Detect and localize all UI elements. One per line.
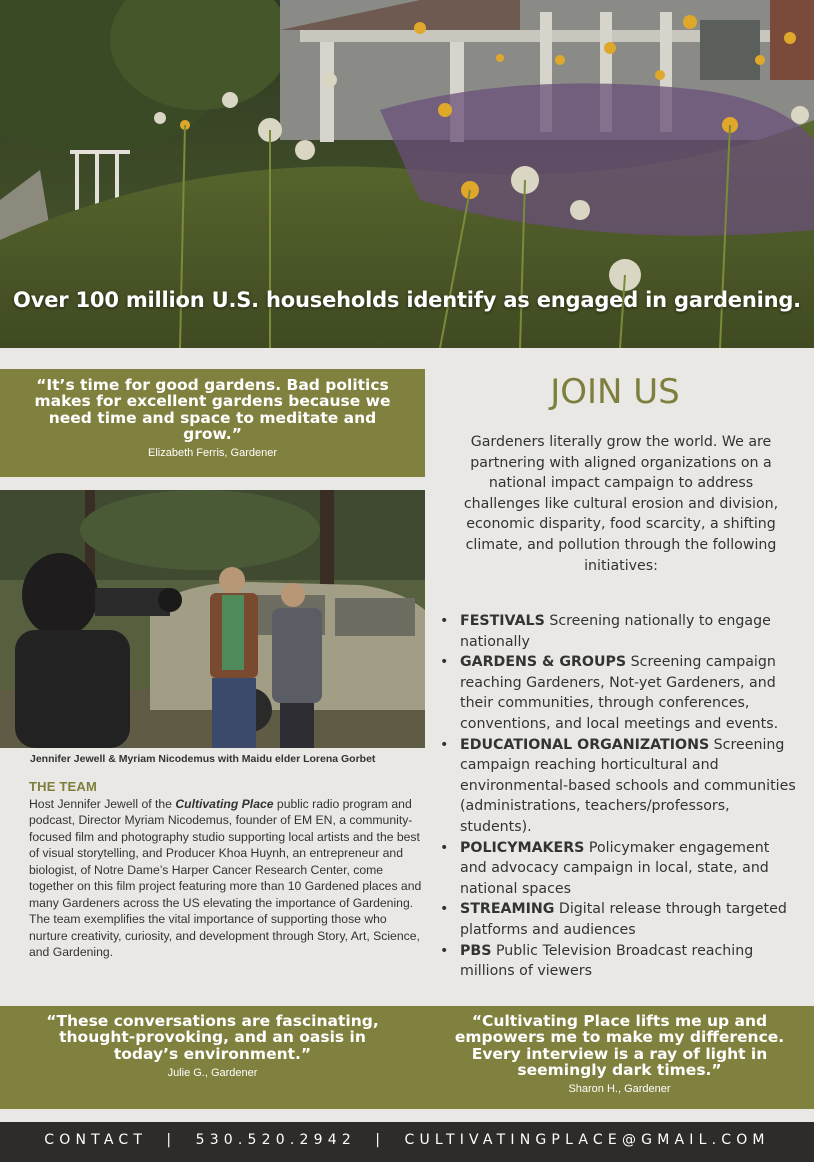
team-photo-illustration — [0, 490, 425, 748]
initiatives-list — [440, 611, 800, 982]
hero-caption: Over 100 million U.S. households identify as engaged in gardening. — [13, 288, 801, 312]
hero-garden-photo — [0, 0, 814, 348]
bullet-icon: • — [440, 942, 449, 959]
initiative-item — [440, 899, 800, 940]
bullet-icon: • — [440, 901, 449, 918]
team-body-text: public radio program and podcast, Director Myriam Nicodemus, founder of EM EN, a community-focused film and photography studio supporting local artists and the best of visual storytelling, and Producer Khoa Huynh, an entrepreneur and biologist, of Notre Dame’s Harper Cancer Research Center, come together on this film project featuring more than 10 Gardened places and many Gardeners across the US elevating the importance of Gardening. The team exemplifies the vital importance of supporting those who nurture creativity, curiosity, and development through Story, Art, Science, and Gardening. — [29, 797, 422, 960]
bullet-icon: • — [440, 654, 449, 671]
bullet-icon: • — [440, 736, 449, 753]
podcast-name: Cultivating Place — [175, 797, 274, 811]
initiative-name: POLICYMAKERS — [460, 839, 585, 856]
initiative-item — [440, 652, 800, 734]
team-body — [29, 796, 424, 961]
team-photo — [0, 490, 425, 748]
initiative-text: Screening campaign reaching Gardeners, Not-yet Gardeners, and their communities, through conferences, conventions, and local meetings and events. — [460, 654, 779, 732]
initiative-name: FESTIVALS — [460, 613, 545, 629]
initiative-text: Public Television Broadcast reaching millions of viewers — [460, 942, 754, 980]
quote-author: Julie G., Gardener — [167, 1066, 258, 1079]
contact-bar — [0, 1122, 814, 1162]
initiative-name: EDUCATIONAL ORGANIZATIONS — [460, 736, 710, 753]
initiative-text: Policymaker engagement and advocacy campaign in local, state, and national spaces — [460, 839, 770, 897]
quote-text: “Cultivating Place lifts me up and empowers me to make my difference. Every interview is a ray of light in seemingly dark times.” — [454, 1012, 785, 1079]
join-us-intro: Gardeners literally grow the world. We are partnering with aligned organizations on a national impact campaign to address challenges like cultural erosion and division, economic disparity, food scarcity, a shifting climate, and pollution through the following initiatives: — [463, 434, 779, 574]
quote-author: Sharon H., Gardener — [568, 1083, 671, 1096]
initiative-item — [440, 735, 800, 838]
initiative-text: Digital release through targeted platforms and audiences — [460, 901, 787, 938]
photo-caption: Jennifer Jewell & Myriam Nicodemus with Maidu elder Lorena Gorbet — [30, 753, 376, 765]
quote-box-top — [0, 369, 425, 477]
initiative-name: GARDENS & GROUPS — [460, 654, 627, 671]
team-body-text: Host Jennifer Jewell of the — [29, 797, 176, 811]
initiative-name: STREAMING — [460, 901, 555, 918]
quote-author: Elizabeth Ferris, Gardener — [148, 447, 277, 460]
initiative-item — [440, 941, 800, 982]
initiative-item — [440, 838, 800, 900]
quote-text: “It’s time for good gardens. Bad politics makes for excellent gardens because we need time and space to meditate and grow.” — [34, 376, 391, 443]
quote-box-bottom-left — [0, 1006, 425, 1109]
initiative-name: PBS — [460, 942, 492, 959]
quote-text: “These conversations are fascinating, thought-provoking, and an oasis in today’s environment.” — [46, 1012, 379, 1063]
bullet-icon: • — [440, 613, 449, 629]
bullet-icon: • — [440, 839, 449, 856]
join-us-heading: JOIN US — [550, 372, 680, 412]
initiative-item — [440, 611, 800, 652]
quote-box-bottom-right — [425, 1006, 814, 1109]
team-heading: THE TEAM — [29, 779, 98, 794]
contact-text: CONTACT | 530.520.2942 | CULTIVATINGPLACE@GMAIL.COM — [44, 1132, 770, 1148]
initiative-text: Screening campaign reaching horticultural and environmental-based schools and communities (administrations, teachers/professors, students). — [460, 736, 796, 835]
initiative-text: Screening nationally to engage nationally — [460, 613, 771, 650]
